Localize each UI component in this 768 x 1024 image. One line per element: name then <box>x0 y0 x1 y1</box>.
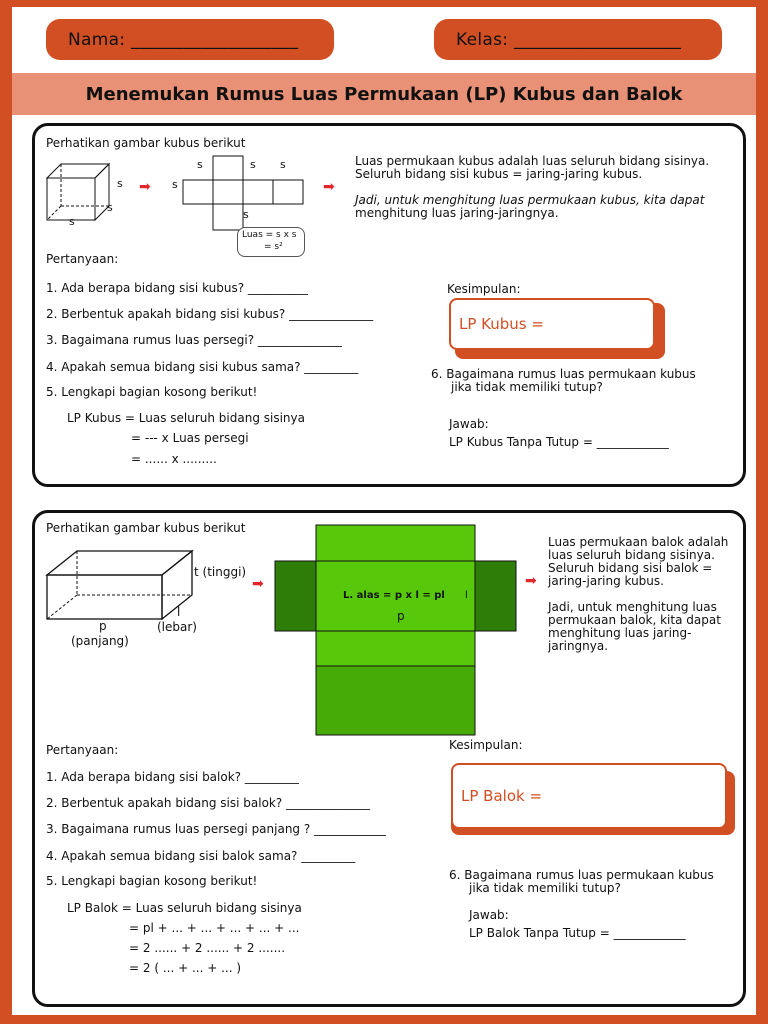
net-side-label: s <box>243 208 249 221</box>
question-6-cont: jika tidak memiliki tutup? <box>469 881 621 895</box>
arrow-right-icon: ➡ <box>525 573 537 589</box>
question-5: 5. Lengkapi bagian kosong berikut! <box>46 874 258 888</box>
nama-field[interactable]: Nama: ___________________ <box>46 19 334 60</box>
kubus-desc: menghitung luas jaring-jaringnya. <box>355 206 559 220</box>
arrow-right-icon: ➡ <box>139 179 151 195</box>
kubus-desc: Jadi, untuk menghitung luas permukaan kubus, kita dapat <box>355 193 705 207</box>
lp-balok-box[interactable]: LP Balok = <box>451 763 727 829</box>
formula-line: LP Kubus = Luas seluruh bidang sisinya <box>67 411 305 425</box>
balok-desc: permukaan balok, kita dapat <box>548 613 721 627</box>
luas-alas-label: L. alas = p x l = pl <box>343 590 445 601</box>
balok-desc: Luas permukaan balok adalah <box>548 535 729 549</box>
kubus-desc: Seluruh bidang sisi kubus = jaring-jaring kubus. <box>355 167 643 181</box>
cuboid-figure <box>47 549 197 621</box>
luas-callout <box>237 227 305 257</box>
net-side-label: s <box>172 178 178 191</box>
arrow-right-icon: ➡ <box>252 576 264 592</box>
question-4[interactable]: 4. Apakah semua bidang sisi kubus sama? _________ <box>46 360 359 374</box>
formula-line: LP Balok = Luas seluruh bidang sisinya <box>67 901 302 915</box>
question-2[interactable]: 2. Berbentuk apakah bidang sisi balok? ______________ <box>46 796 371 810</box>
balok-desc: luas seluruh bidang sisinya. <box>548 548 715 562</box>
question-4[interactable]: 4. Apakah semua bidang sisi balok sama? _________ <box>46 849 356 863</box>
cube-side-label: s <box>117 177 123 190</box>
cube-figure <box>47 164 117 224</box>
tinggi-label: t (tinggi) <box>194 565 247 579</box>
question-1[interactable]: 1. Ada berapa bidang sisi kubus? __________ <box>46 281 308 295</box>
question-5: 5. Lengkapi bagian kosong berikut! <box>46 385 258 399</box>
worksheet-page <box>12 7 756 1015</box>
kubus-desc: Luas permukaan kubus adalah luas seluruh bidang sisinya. <box>355 154 710 168</box>
net-p-label: p <box>397 609 405 623</box>
lp-kubus-box[interactable]: LP Kubus = <box>449 298 655 350</box>
lebar-label: (lebar) <box>157 620 197 634</box>
net-l-label: l <box>465 590 468 601</box>
cuboid-net-figure <box>275 525 517 735</box>
formula-line[interactable]: = pl + ... + ... + ... + ... + ... <box>129 921 300 935</box>
luas-formula-2: = s² <box>264 242 283 252</box>
pertanyaan-heading: Pertanyaan: <box>46 252 119 266</box>
formula-line[interactable]: = 2 ( ... + ... + ... ) <box>129 961 242 975</box>
kelas-field[interactable]: Kelas: ___________________ <box>434 19 722 60</box>
balok-intro: Perhatikan gambar kubus berikut <box>46 521 246 535</box>
lp-kubus-tanpa-tutup[interactable]: LP Kubus Tanpa Tutup = ____________ <box>449 435 669 449</box>
l-label: l <box>177 605 181 619</box>
kesimpulan-heading: Kesimpulan: <box>449 738 523 752</box>
jawab-label: Jawab: <box>449 417 489 431</box>
balok-desc: menghitung luas jaring- <box>548 626 692 640</box>
net-side-label: s <box>280 158 286 171</box>
panjang-label: (panjang) <box>71 634 129 648</box>
lp-balok-tanpa-tutup[interactable]: LP Balok Tanpa Tutup = ____________ <box>469 926 686 940</box>
formula-line[interactable]: = --- x Luas persegi <box>131 431 249 445</box>
question-1[interactable]: 1. Ada berapa bidang sisi balok? _________ <box>46 770 299 784</box>
formula-line[interactable]: = 2 ...... + 2 ...... + 2 ....... <box>129 941 286 955</box>
balok-desc: Seluruh bidang sisi balok = <box>548 561 713 575</box>
balok-section <box>32 510 746 1007</box>
balok-desc: jaringnya. <box>548 639 609 653</box>
balok-desc: Jadi, untuk menghitung luas <box>548 600 717 614</box>
kubus-intro: Perhatikan gambar kubus berikut <box>46 136 246 150</box>
jawab-label: Jawab: <box>469 908 509 922</box>
question-6: 6. Bagaimana rumus luas permukaan kubus <box>449 868 714 882</box>
question-6: 6. Bagaimana rumus luas permukaan kubus <box>431 367 696 381</box>
kesimpulan-heading: Kesimpulan: <box>447 282 521 296</box>
formula-line[interactable]: = ...... x ......... <box>131 452 217 466</box>
cube-side-label: s <box>69 215 75 228</box>
question-3[interactable]: 3. Bagaimana rumus luas persegi? ______________ <box>46 333 342 347</box>
luas-formula-1: Luas = s x s <box>242 230 297 240</box>
cube-side-label: s <box>107 201 113 214</box>
balok-desc: jaring-jaring kubus. <box>548 574 664 588</box>
pertanyaan-heading: Pertanyaan: <box>46 743 119 757</box>
question-6-cont: jika tidak memiliki tutup? <box>451 380 603 394</box>
page-title: Menemukan Rumus Luas Permukaan (LP) Kubus dan Balok <box>12 73 756 115</box>
net-side-label: s <box>250 158 256 171</box>
p-label: p <box>99 619 107 633</box>
question-2[interactable]: 2. Berbentuk apakah bidang sisi kubus? ______________ <box>46 307 374 321</box>
kubus-section <box>32 123 746 487</box>
net-side-label: s <box>197 158 203 171</box>
arrow-right-icon: ➡ <box>323 179 335 195</box>
question-3[interactable]: 3. Bagaimana rumus luas persegi panjang ? ____________ <box>46 822 387 836</box>
